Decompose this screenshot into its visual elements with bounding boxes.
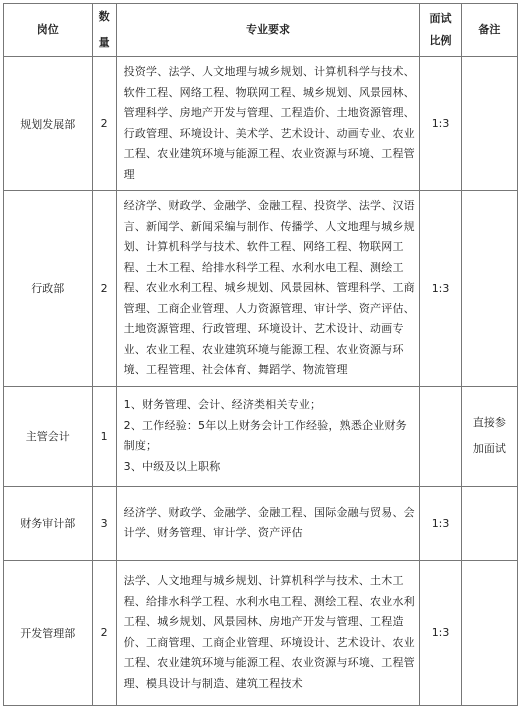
row-ratio: [420, 386, 461, 486]
header-requirements: 专业要求: [116, 4, 420, 57]
header-position: 岗位: [4, 4, 93, 57]
header-note: 备注: [461, 4, 517, 57]
row-requirements: [116, 386, 420, 486]
row-ratio: 1:3: [420, 191, 461, 387]
row-position: 规划发展部: [4, 57, 93, 191]
row-count: 3: [92, 486, 116, 560]
recruitment-table: [3, 3, 518, 706]
header-count-line2: 量: [98, 36, 110, 49]
header-ratio-line2: 比例: [429, 34, 452, 47]
row-note: [461, 386, 517, 486]
row-note: [461, 486, 517, 560]
row-note: [461, 560, 517, 705]
row-requirements: 经济学、财政学、金融学、金融工程、国际金融与贸易、会计学、财务管理、审计学、资产评估: [116, 486, 420, 560]
row-position: 开发管理部: [4, 560, 93, 705]
row-ratio: 1:3: [420, 57, 461, 191]
requirement-item: 1、财务管理、会计、经济类相关专业；: [123, 398, 322, 411]
row-requirements: 投资学、法学、人文地理与城乡规划、计算机科学与技术、软件工程、网络工程、物联网工程、城乡规划、风景园林、管理科学、房地产开发与管理、工程造价、土地资源管理、行政管理、环境设计、美术学、艺术设计、动画专业、农业工程、农业建筑环境与能源工程、农业资源与环境、工程管理: [116, 57, 420, 191]
table-row: [4, 560, 518, 705]
header-ratio: [420, 4, 461, 57]
header-count: [92, 4, 116, 57]
header-row: [4, 4, 518, 57]
row-requirements: 法学、人文地理与城乡规划、计算机科学与技术、土木工程、给排水科学工程、水利水电工程、测绘工程、农业水利工程、城乡规划、风景园林、房地产开发与管理、工程造价、工商管理、工商企业管理、环境设计、艺术设计、农业工程、农业建筑环境与能源工程、农业资源与环境、工程管理、模具设计与制造、建筑工程技术: [116, 560, 420, 705]
note-line1: 直接参: [472, 416, 506, 429]
table-row: [4, 57, 518, 191]
row-count: 2: [92, 191, 116, 387]
table-row: [4, 386, 518, 486]
row-count: 2: [92, 560, 116, 705]
row-position: 行政部: [4, 191, 93, 387]
header-count-line1: 数: [98, 10, 110, 23]
note-line2: 加面试: [472, 442, 506, 455]
requirement-item: 2、工作经验：5年以上财务会计工作经验，熟悉企业财务制度；: [123, 418, 407, 452]
row-requirements: 经济学、财政学、金融学、金融工程、投资学、法学、汉语言、新闻学、新闻采编与制作、传播学、人文地理与城乡规划、计算机科学与技术、软件工程、网络工程、物联网工程、土木工程、给排水科学工程、水利水电工程、测绘工程、农业水利工程、城乡规划、风景园林、管理科学、工商管理、工商企业管理、人力资源管理、审计学、资产评估、土地资源管理、行政管理、环境设计、艺术设计、动画专业、农业工程、农业建筑环境与能源工程、农业资源与环境、工程管理、社会体育、舞蹈学、物流管理: [116, 191, 420, 387]
row-count: 2: [92, 57, 116, 191]
row-note: [461, 191, 517, 387]
row-count: 1: [92, 386, 116, 486]
table-row: [4, 191, 518, 387]
row-note: [461, 57, 517, 191]
row-ratio: 1:3: [420, 486, 461, 560]
row-position: 财务审计部: [4, 486, 93, 560]
table-row: [4, 486, 518, 560]
row-position: 主管会计: [4, 386, 93, 486]
requirement-item: 3、中级及以上职称: [123, 459, 221, 473]
header-ratio-line1: 面试: [429, 12, 452, 25]
row-ratio: 1:3: [420, 560, 461, 705]
